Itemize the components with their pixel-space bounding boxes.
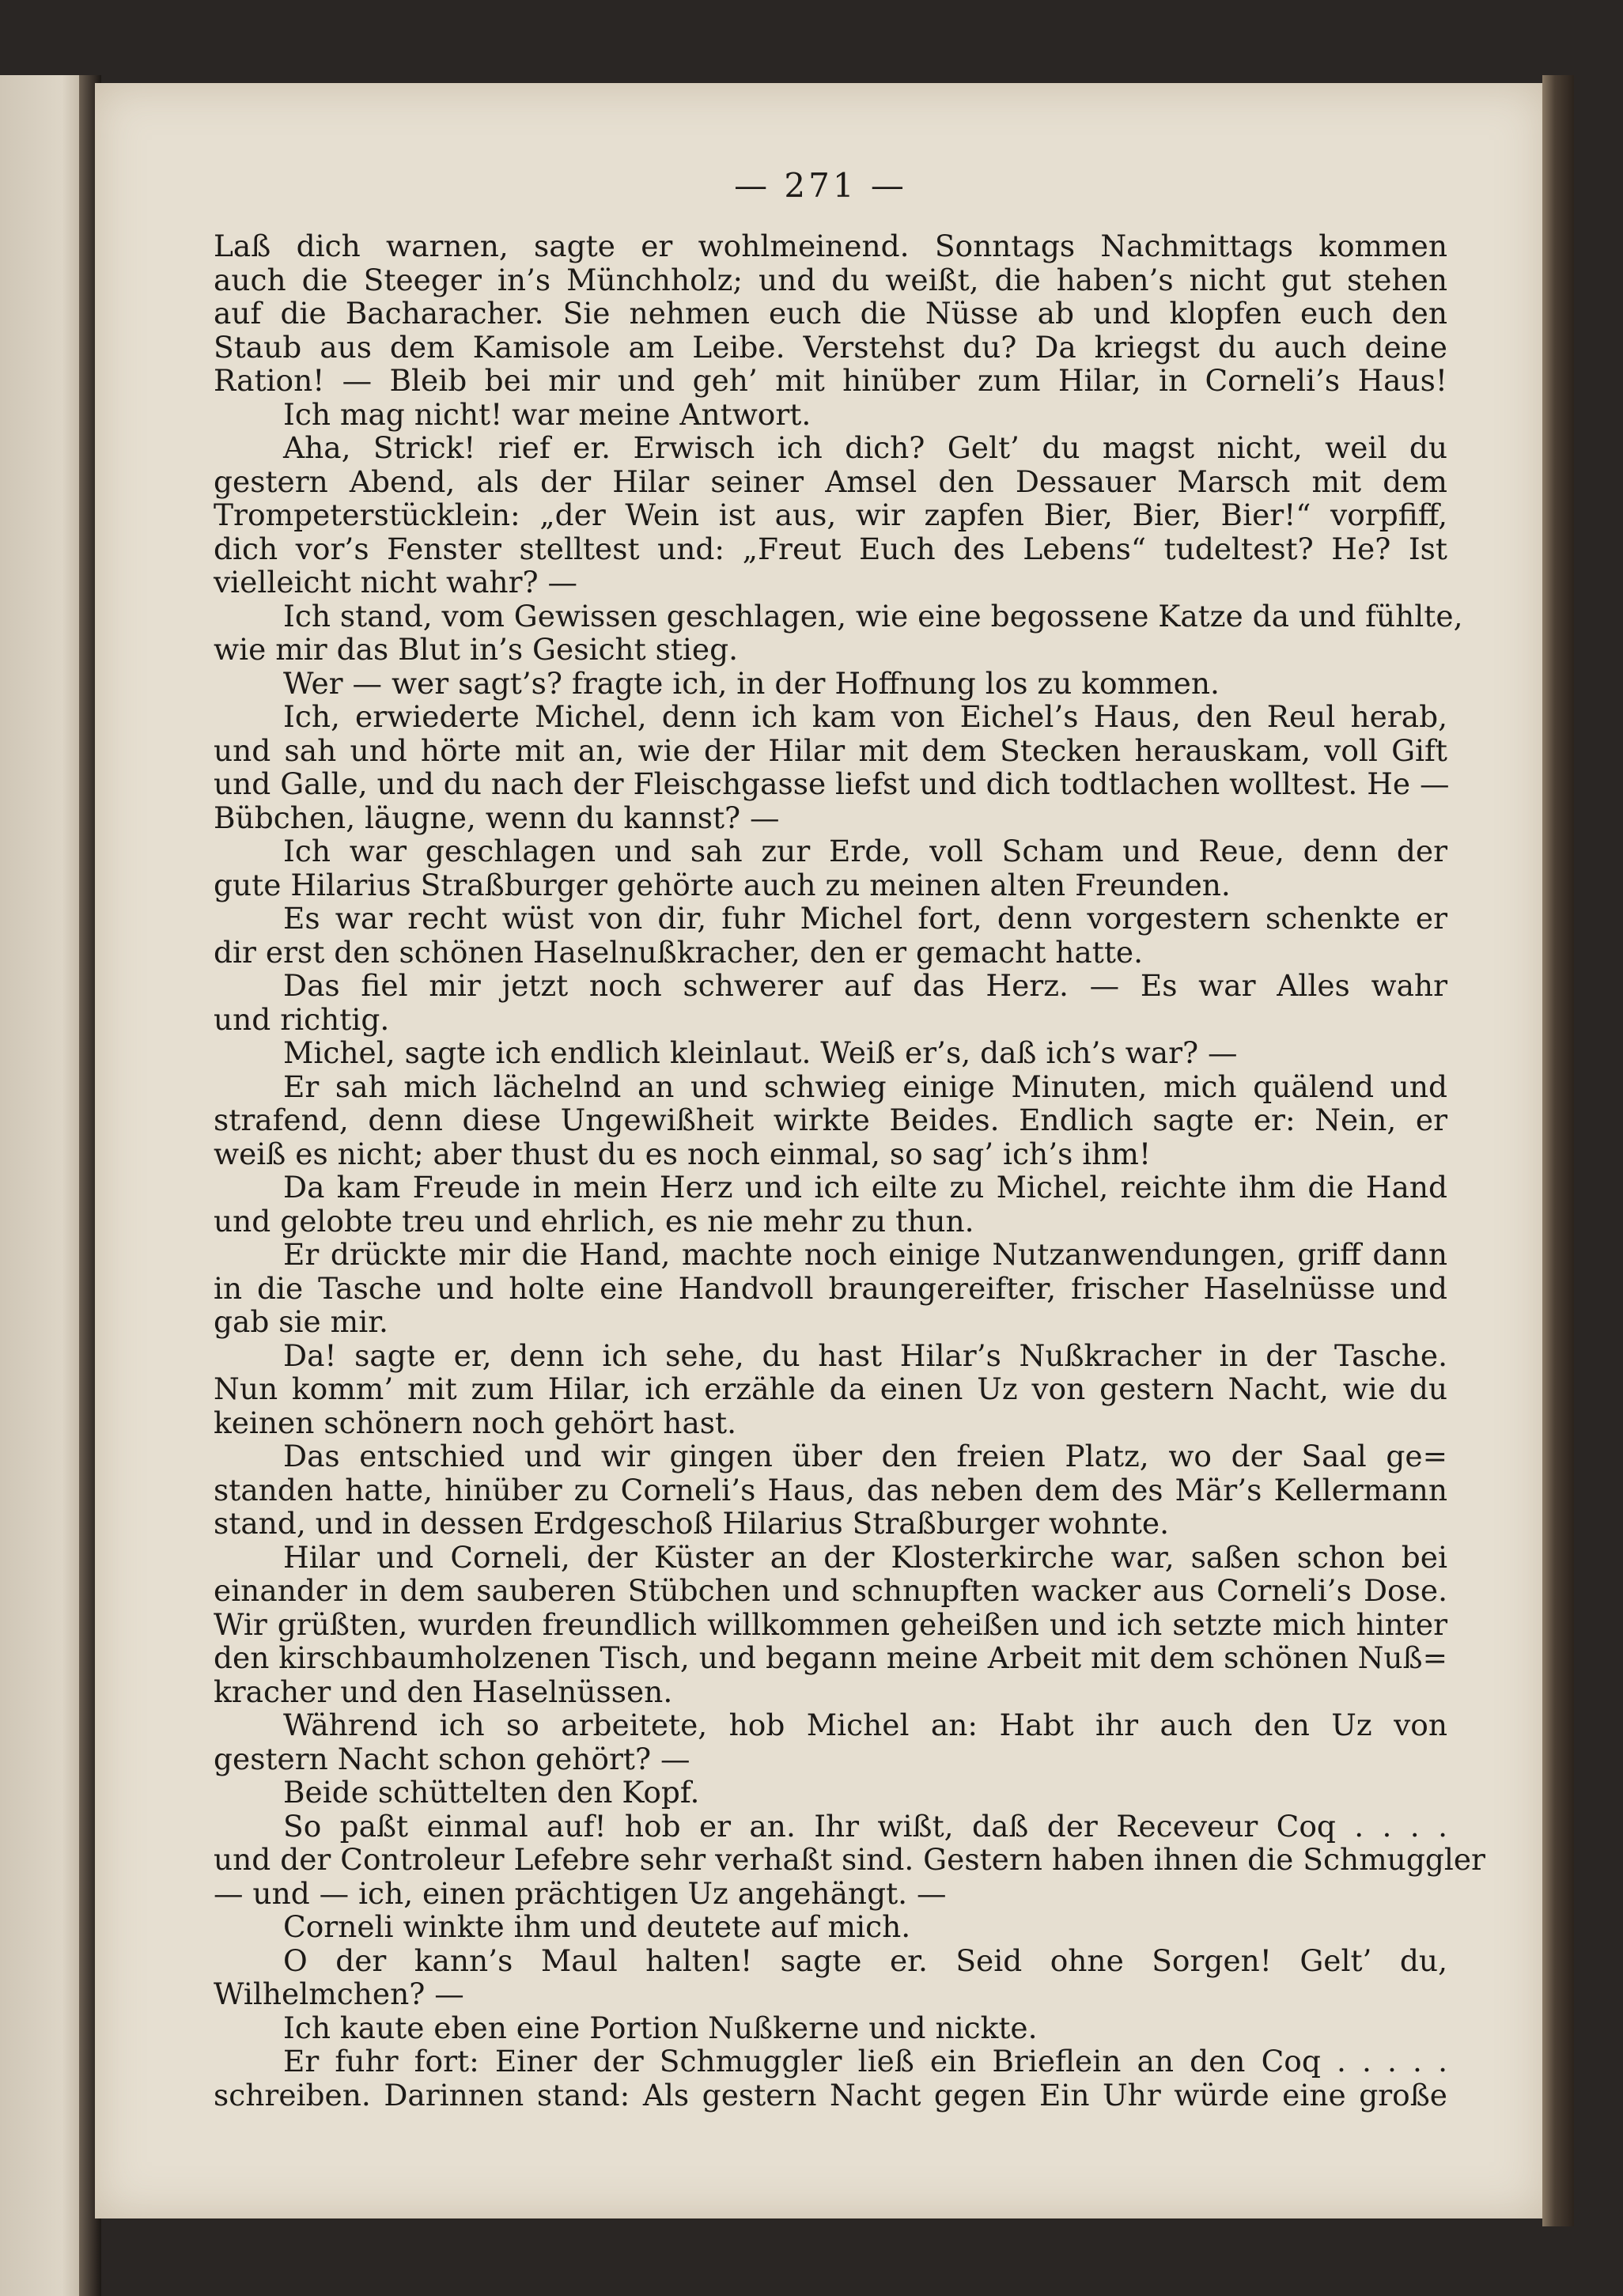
text-line: gestern Abend, als der Hilar seiner Amsel den Dessauer Marsch mit dem	[214, 463, 1447, 499]
book-page	[95, 83, 1546, 2218]
text-line: weiß es nicht; aber thust du es noch einmal, so sag’ ich’s ihm!	[214, 1136, 1152, 1171]
text-line: Staub aus dem Kamisole am Leibe. Verstehst du? Da kriegst du auch deine	[214, 329, 1447, 365]
text-line: auch die Steeger in’s Münchholz; und du weißt, die haben’s nicht gut stehen	[214, 262, 1447, 297]
text-line: Ration! — Bleib bei mir und geh’ mit hinüber zum Hilar, in Corneli’s Haus!	[214, 363, 1447, 398]
text-line: in die Tasche und holte eine Handvoll braungereifter, frischer Haselnüsse und	[214, 1270, 1447, 1306]
text-line: Ich stand, vom Gewissen geschlagen, wie eine begossene Katze da und fühlte,	[283, 598, 1463, 634]
text-line: schreiben. Darinnen stand: Als gestern Nacht gegen Ein Uhr würde eine große	[214, 2077, 1447, 2113]
text-line: auf die Bacharacher. Sie nehmen euch die Nüsse ab und klopfen euch den	[214, 296, 1447, 331]
text-line: und Galle, und du nach der Fleischgasse liefst und dich todtlachen wolltest. He —	[214, 766, 1450, 801]
text-line: stand, und in dessen Erdgeschoß Hilarius Straßburger wohnte.	[214, 1506, 1170, 1541]
text-line: Nun komm’ mit zum Hilar, ich erzähle da einen Uz von gestern Nacht, wie du	[214, 1371, 1447, 1406]
text-line: Das entschied und wir gingen über den freien Platz, wo der Saal ge=	[283, 1439, 1447, 1473]
text-line: Aha, Strick! rief er. Erwisch ich dich? Gelt’ du magst nicht, weil du	[283, 430, 1447, 465]
page-number: — 271 —	[734, 166, 907, 205]
text-line: Da! sagte er, denn ich sehe, du hast Hilar’s Nußkracher in der Tasche.	[283, 1337, 1447, 1373]
text-line: Bübchen, läugne, wenn du kannst? —	[214, 800, 780, 835]
text-line: Corneli winkte ihm und deutete auf mich.	[283, 1909, 911, 1944]
text-line: den kirschbaumholzenen Tisch, und begann meine Arbeit mit dem schönen Nuß=	[214, 1640, 1447, 1675]
text-line: dir erst den schönen Haselnußkracher, den er gemacht hatte.	[214, 934, 1144, 970]
text-line: Ich, erwiederte Michel, denn ich kam von Eichel’s Haus, den Reul herab,	[283, 699, 1447, 734]
text-line: Er fuhr fort: Einer der Schmuggler ließ ein Brieflein an den Coq . . . . .	[283, 2044, 1447, 2079]
body-text	[214, 229, 1485, 2113]
text-line: Ich mag nicht! war meine Antwort.	[283, 396, 812, 432]
text-line: gestern Nacht schon gehört? —	[214, 1741, 690, 1776]
text-line: und der Controleur Lefebre sehr verhaßt sind. Gestern haben ihnen die Schmuggler	[214, 1842, 1485, 1877]
text-line: Trompeterstücklein: „der Wein ist aus, wir zapfen Bier, Bier, Bier!“ vorpfiff,	[214, 497, 1447, 532]
text-line: Michel, sagte ich endlich kleinlaut. Weiß er’s, daß ich’s war? —	[283, 1035, 1238, 1070]
text-line: Hilar und Corneli, der Küster an der Klosterkirche war, saßen schon bei	[283, 1539, 1447, 1575]
text-line: einander in dem sauberen Stübchen und schnupften wacker aus Corneli’s Dose.	[214, 1573, 1447, 1608]
text-line: Es war recht wüst von dir, fuhr Michel fort, denn vorgestern schenkte er	[283, 901, 1447, 936]
text-line: So paßt einmal auf! hob er an. Ihr wißt, daß der Receveur Coq . . . .	[283, 1808, 1447, 1844]
text-line: gab sie mir.	[214, 1304, 388, 1339]
right-page-edge	[1542, 75, 1574, 2226]
text-line: vielleicht nicht wahr? —	[214, 565, 578, 600]
text-line: — und — ich, einen prächtigen Uz angehängt. —	[214, 1875, 947, 1911]
text-line: Wer — wer sagt’s? fragte ich, in der Hoffnung los zu kommen.	[283, 665, 1220, 701]
text-line: Ich war geschlagen und sah zur Erde, voll Scham und Reue, denn der	[283, 834, 1447, 868]
text-line: und gelobte treu und ehrlich, es nie mehr zu thun.	[214, 1203, 974, 1239]
text-line: Während ich so arbeitete, hob Michel an: Habt ihr auch den Uz von	[283, 1708, 1447, 1742]
text-line: und sah und hörte mit an, wie der Hilar mit dem Stecken herauskam, voll Gift	[214, 732, 1447, 768]
text-line: Er sah mich lächelnd an und schwieg einige Minuten, mich quälend und	[283, 1069, 1447, 1104]
text-line: standen hatte, hinüber zu Corneli’s Haus, das neben dem des Mär’s Kellermann	[214, 1472, 1447, 1507]
text-line: gute Hilarius Straßburger gehörte auch zu meinen alten Freunden.	[214, 867, 1231, 902]
text-line: Beide schüttelten den Kopf.	[283, 1775, 700, 1810]
left-page-edge	[0, 75, 89, 2296]
text-line: Er drückte mir die Hand, machte noch einige Nutzanwendungen, griff dann	[283, 1237, 1447, 1272]
text-line: und richtig.	[214, 1001, 390, 1037]
text-line: Laß dich warnen, sagte er wohlmeinend. Sonntags Nachmittags kommen	[214, 229, 1447, 263]
text-line: Da kam Freude in mein Herz und ich eilte zu Michel, reichte ihm die Hand	[283, 1170, 1447, 1205]
text-line: strafend, denn diese Ungewißheit wirkte Beides. Endlich sagte er: Nein, er	[214, 1103, 1447, 1137]
text-line: wie mir das Blut in’s Gesicht stieg.	[214, 632, 739, 667]
text-line: Wilhelmchen? —	[214, 1976, 464, 2011]
text-line: Wir grüßten, wurden freundlich willkommen geheißen und ich setzte mich hinter	[214, 1606, 1447, 1642]
text-line: O der kann’s Maul halten! sagte er. Seid ohne Sorgen! Gelt’ du,	[283, 1942, 1447, 1978]
text-line: Das fiel mir jetzt noch schwerer auf das Herz. — Es war Alles wahr	[283, 968, 1447, 1003]
text-line: kracher und den Haselnüssen.	[214, 1674, 673, 1709]
text-line: keinen schönern noch gehört hast.	[214, 1405, 737, 1440]
text-line: Ich kaute eben eine Portion Nußkerne und nickte.	[283, 2010, 1038, 2045]
text-line: dich vor’s Fenster stelltest und: „Freut Euch des Lebens“ tudeltest? He? Ist	[214, 531, 1447, 566]
